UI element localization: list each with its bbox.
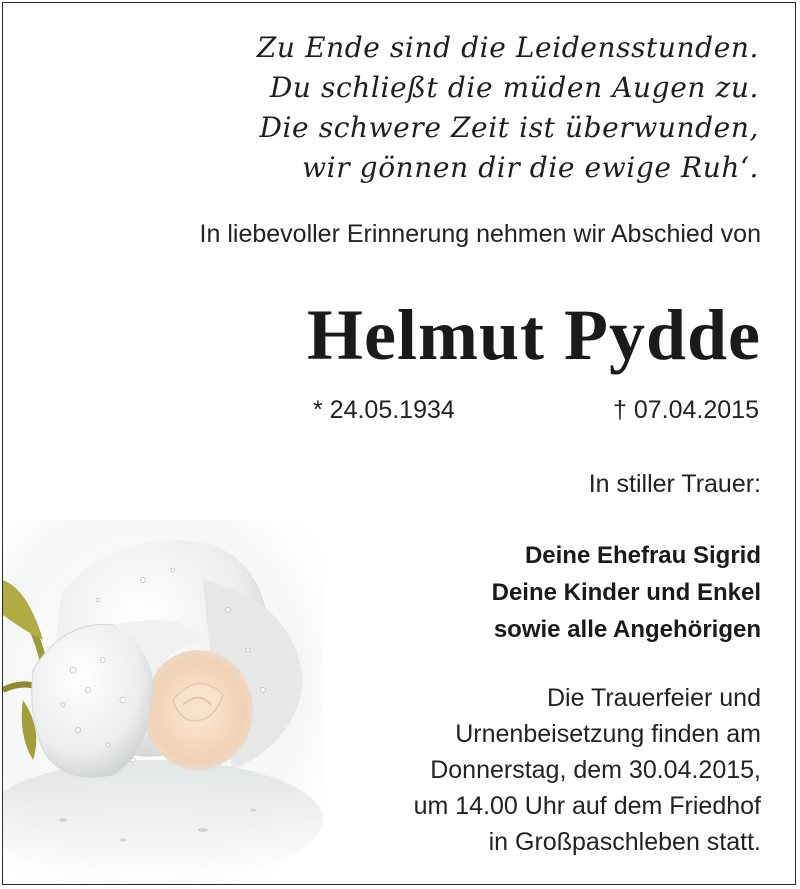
funeral-line: um 14.00 Uhr auf dem Friedhof: [413, 792, 761, 820]
mourner-line: Deine Kinder und Enkel: [491, 579, 761, 606]
poem: [257, 28, 759, 188]
deceased-name: Helmut Pydde: [307, 295, 761, 375]
white-rose-image: [3, 520, 323, 884]
death-date: † 07.04.2015: [613, 396, 759, 424]
funeral-details: [414, 680, 761, 860]
funeral-line: Donnerstag, dem 30.04.2015,: [430, 756, 761, 784]
birth-date: * 24.05.1934: [313, 396, 455, 424]
mourners-list: [492, 537, 761, 648]
mourning-heading: In stiller Trauer:: [588, 470, 761, 498]
poem-line: wir gönnen dir die ewige Ruh‘.: [302, 151, 759, 184]
mourner-line: Deine Ehefrau Sigrid: [524, 542, 761, 569]
mourner-line: sowie alle Angehörigen: [493, 616, 761, 643]
farewell-intro: In liebevoller Erinnerung nehmen wir Abschied von: [199, 220, 761, 248]
funeral-line: Urnenbeisetzung finden am: [455, 720, 761, 748]
poem-line: Du schließt die müden Augen zu.: [269, 71, 759, 104]
funeral-line: Die Trauerfeier und: [546, 684, 761, 712]
poem-line: Die schwere Zeit ist überwunden,: [259, 111, 759, 144]
funeral-line: in Großpaschleben statt.: [488, 828, 761, 856]
poem-line: Zu Ende sind die Leidensstunden.: [256, 31, 759, 64]
